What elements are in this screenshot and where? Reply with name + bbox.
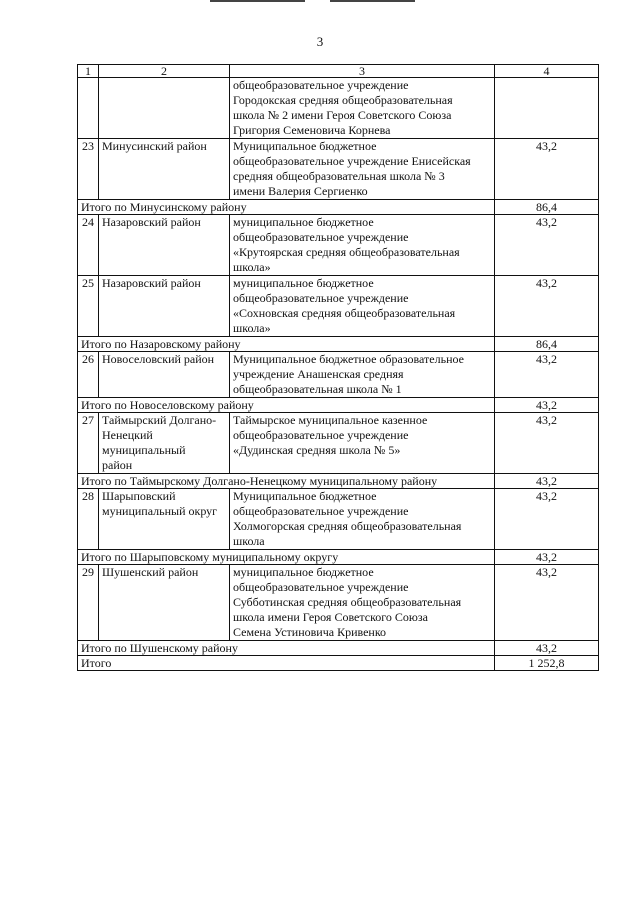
row-number: 24 <box>78 215 99 276</box>
subtotal-row <box>78 200 599 215</box>
subtotal-label: Итого по Таймырскому Долгано-Ненецкому муниципальному району <box>78 474 495 489</box>
subtotal-label: Итого по Новоселовскому району <box>78 398 495 413</box>
subtotal-label: Итого по Назаровскому району <box>78 337 495 352</box>
subtotal-row <box>78 550 599 565</box>
district-cell <box>99 78 230 139</box>
amount-value: 43,2 <box>495 276 599 337</box>
district-name: Шушенский район <box>99 565 230 641</box>
institution-name: Таймырское муниципальное казенное общеобразовательное учреждение «Дудинская средняя школа № 5» <box>230 413 495 474</box>
amount-cell <box>495 78 599 139</box>
row-number: 23 <box>78 139 99 200</box>
grand-total-label: Итого <box>78 656 495 671</box>
school-row <box>78 276 599 337</box>
continuation-row <box>78 78 599 139</box>
subtotal-label: Итого по Шушенскому району <box>78 641 495 656</box>
school-row <box>78 352 599 398</box>
subtotal-amount: 86,4 <box>495 337 599 352</box>
header-col-4: 4 <box>495 65 599 78</box>
grand-total-amount: 1 252,8 <box>495 656 599 671</box>
institution-name: Муниципальное бюджетное образовательное учреждение Анашенская средняя общеобразовательная школа № 1 <box>230 352 495 398</box>
district-name: Таймырский Долгано- Ненецкий муниципальный район <box>99 413 230 474</box>
subtotal-row <box>78 337 599 352</box>
amount-value: 43,2 <box>495 565 599 641</box>
district-name: Шарыповский муниципальный округ <box>99 489 230 550</box>
institution-name: муниципальное бюджетное общеобразовательное учреждение «Крутоярская средняя общеобразовательная школа» <box>230 215 495 276</box>
grand-total-row <box>78 656 599 671</box>
subtotal-amount: 43,2 <box>495 641 599 656</box>
allocation-table <box>77 64 599 671</box>
subtotal-label: Итого по Минусинскому району <box>78 200 495 215</box>
institution-name: Муниципальное бюджетное общеобразовательное учреждение Енисейская средняя общеобразовательная школа № 3 имени Валерия Сергиенко <box>230 139 495 200</box>
amount-value: 43,2 <box>495 413 599 474</box>
subtotal-row <box>78 641 599 656</box>
amount-value: 43,2 <box>495 215 599 276</box>
amount-value: 43,2 <box>495 352 599 398</box>
district-name: Назаровский район <box>99 276 230 337</box>
subtotal-row <box>78 398 599 413</box>
subtotal-amount: 43,2 <box>495 474 599 489</box>
institution-cell: общеобразовательное учреждение Городокская средняя общеобразовательная школа № 2 имени Героя Советского Союза Григория Семеновича Корнева <box>230 78 495 139</box>
amount-value: 43,2 <box>495 139 599 200</box>
subtotal-row <box>78 474 599 489</box>
row-number: 29 <box>78 565 99 641</box>
district-name: Назаровский район <box>99 215 230 276</box>
school-row <box>78 413 599 474</box>
row-number <box>78 78 99 139</box>
institution-name: муниципальное бюджетное общеобразовательное учреждение «Сохновская средняя общеобразовательная школа» <box>230 276 495 337</box>
row-number: 26 <box>78 352 99 398</box>
amount-value: 43,2 <box>495 489 599 550</box>
school-row <box>78 565 599 641</box>
district-name: Минусинский район <box>99 139 230 200</box>
institution-name: Муниципальное бюджетное общеобразовательное учреждение Холмогорская средняя общеобразовательная школа <box>230 489 495 550</box>
subtotal-amount: 43,2 <box>495 398 599 413</box>
subtotal-label: Итого по Шарыповскому муниципальному округу <box>78 550 495 565</box>
subtotal-amount: 86,4 <box>495 200 599 215</box>
header-col-2: 2 <box>99 65 230 78</box>
header-col-3: 3 <box>230 65 495 78</box>
row-number: 28 <box>78 489 99 550</box>
subtotal-amount: 43,2 <box>495 550 599 565</box>
district-name: Новоселовский район <box>99 352 230 398</box>
institution-name: муниципальное бюджетное общеобразовательное учреждение Субботинская средняя общеобразовательная школа имени Героя Советского Союза Семена Устиновича Кривенко <box>230 565 495 641</box>
scan-edge-top-left <box>210 0 305 2</box>
page-number: 3 <box>316 34 324 49</box>
row-number: 25 <box>78 276 99 337</box>
scan-edge-top-right <box>330 0 415 2</box>
school-row <box>78 489 599 550</box>
school-row <box>78 139 599 200</box>
table-header-row <box>78 65 599 78</box>
header-col-1: 1 <box>78 65 99 78</box>
school-row <box>78 215 599 276</box>
row-number: 27 <box>78 413 99 474</box>
